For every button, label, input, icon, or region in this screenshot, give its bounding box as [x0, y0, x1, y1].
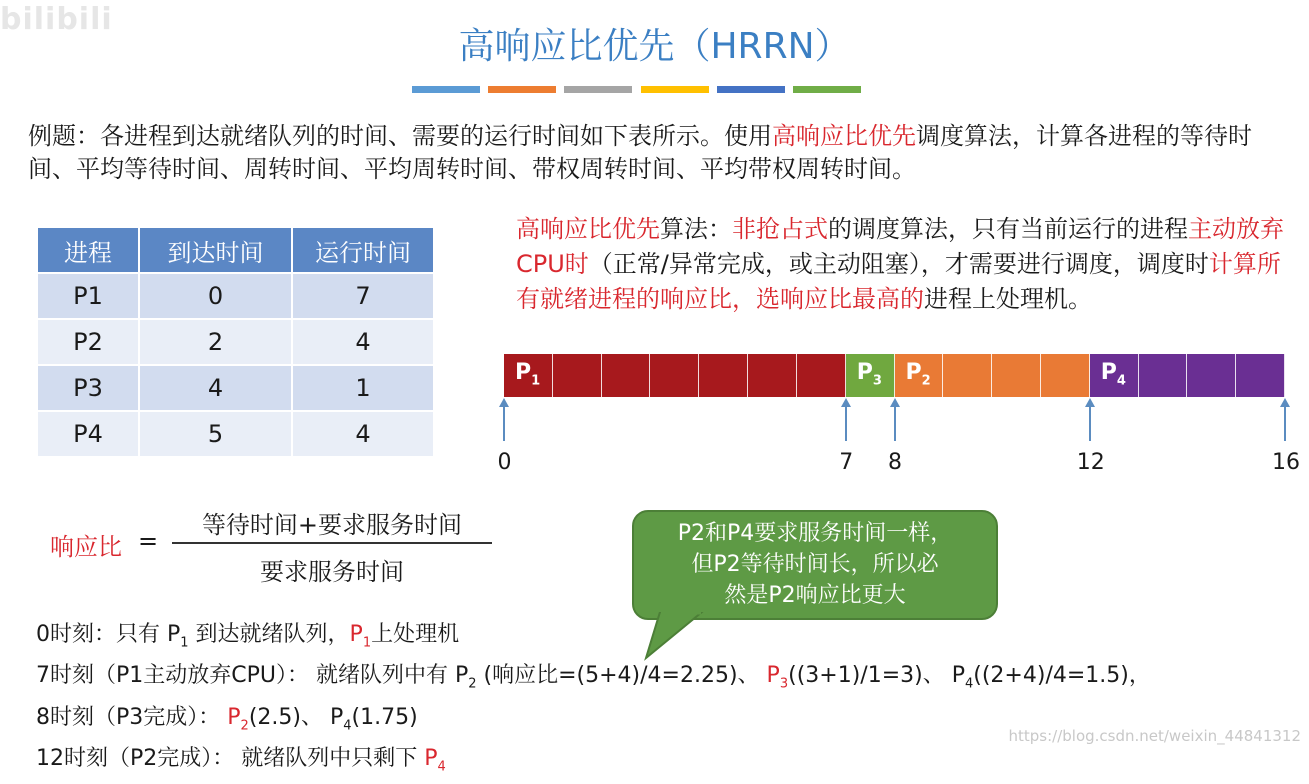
title-bar-segment — [564, 86, 632, 93]
time-arrow — [845, 405, 847, 441]
table-header: 进程 — [38, 228, 140, 272]
step-line — [36, 701, 1151, 742]
table-cell: 7 — [293, 272, 435, 318]
gantt-cell — [992, 354, 1041, 397]
algo-text: ， — [732, 285, 756, 313]
table-cell: P2 — [38, 318, 140, 364]
bilibili-logo: bilibili — [0, 2, 113, 37]
gantt-chart — [504, 354, 1285, 397]
time-arrowhead — [841, 398, 851, 407]
time-tick-label: 8 — [888, 450, 902, 475]
table-cell: P4 — [38, 410, 140, 456]
step-text: P — [424, 746, 438, 772]
table-cell: P3 — [38, 364, 140, 410]
table-cell: 5 — [140, 410, 293, 456]
title-bar-segment — [412, 86, 480, 93]
step-text: (2.5) — [248, 704, 301, 730]
title-bar-segment — [717, 86, 785, 93]
title-bar-segment — [641, 86, 709, 93]
formula-denominator: 要求服务时间 — [260, 558, 404, 586]
time-arrowhead — [1280, 398, 1290, 407]
time-arrowhead — [499, 398, 509, 407]
gantt-cell — [1041, 354, 1090, 397]
title-bar-segment — [793, 86, 861, 93]
step-text: ((3+1)/1=3)、 P — [788, 663, 965, 689]
formula-numerator: 等待时间+要求服务时间 — [201, 511, 463, 539]
algorithm-description — [516, 212, 1286, 317]
time-arrow — [503, 405, 505, 441]
title-bar-segment — [488, 86, 556, 93]
time-tick-label: 7 — [839, 450, 854, 475]
step-sub: 4 — [437, 759, 446, 775]
gantt-cell — [1236, 354, 1285, 397]
callout-line: 然是P2响应比更大 — [724, 583, 906, 608]
gantt-cell — [602, 354, 651, 397]
time-tick-label: 12 — [1076, 450, 1105, 475]
callout-line: P2和P4要求服务时间一样， — [677, 521, 953, 546]
gantt-cell — [748, 354, 797, 397]
intro-text: 调度算法，计算各进程的等待时间、平均等待时间、周转时间、平均周转时间、带权周转时间、平均带权周转时间。 — [28, 122, 1252, 183]
watermark: https://blog.csdn.net/weixin_44841312 — [1008, 727, 1301, 745]
step-text: ((2+4)/4=1.5)， — [973, 663, 1151, 689]
time-arrow — [1089, 405, 1091, 441]
table-cell: 1 — [293, 364, 435, 410]
step-text: P — [227, 704, 241, 730]
title-underline — [412, 86, 862, 93]
algo-text: 高响应比优先 — [516, 215, 660, 243]
step-sub: 2 — [468, 676, 477, 692]
algo-text: 非抢占式 — [732, 215, 828, 243]
problem-statement — [28, 120, 1288, 186]
formula-equals: = — [138, 527, 159, 555]
time-arrow — [894, 405, 896, 441]
gantt-label-p1: $P_1$ — [515, 360, 541, 389]
gantt-cell — [650, 354, 699, 397]
time-tick-label: 0 — [497, 450, 512, 475]
step-text: 0时刻：只有 P — [36, 622, 181, 647]
algo-text: 的调度算法，只有当前运行的进程 — [828, 215, 1188, 243]
step-line — [36, 659, 1151, 700]
gantt-cell — [553, 354, 602, 397]
gantt-cell — [1187, 354, 1236, 397]
table-header: 到达时间 — [140, 228, 293, 272]
gantt-cell — [699, 354, 748, 397]
step-sub: 1 — [180, 635, 189, 651]
table-header-row — [38, 228, 435, 272]
time-tick-label: 16 — [1272, 450, 1300, 475]
gantt-label-p4: $P_4$ — [1100, 360, 1126, 389]
step-sub: 2 — [240, 718, 249, 734]
table-cell: 4 — [293, 410, 435, 456]
algo-text: 算法： — [660, 215, 732, 243]
table-cell: 4 — [140, 364, 293, 410]
intro-highlight: 高响应比优先 — [772, 122, 916, 150]
table-cell: P1 — [38, 272, 140, 318]
gantt-label-p2: $P_2$ — [905, 360, 931, 389]
algo-text: 选响应比最高的 — [756, 285, 924, 313]
table-row — [38, 318, 435, 364]
step-text: P — [349, 622, 363, 647]
algo-text: 计算所有就绪进程的响应比 — [516, 250, 1281, 313]
formula-fraction-line — [172, 542, 492, 544]
step-sub: 4 — [964, 676, 974, 692]
scheduling-steps — [36, 618, 1151, 784]
table-row — [38, 410, 435, 456]
table-cell: 2 — [140, 318, 293, 364]
page-title: 高响应比优先（HRRN） — [458, 26, 851, 67]
step-text: 到达就绪队列， — [188, 622, 350, 647]
step-sub: 3 — [779, 676, 789, 692]
callout-line: 但P2等待时间长，所以必 — [691, 552, 939, 577]
intro-text: 例题：各进程到达就绪队列的时间、需要的运行时间如下表所示。使用 — [28, 122, 772, 150]
time-arrowhead — [1085, 398, 1095, 407]
algo-text: （正常/异常完成，或主动阻塞），才需要进行调度，调度时 — [588, 250, 1209, 278]
gantt-cell — [1139, 354, 1188, 397]
step-text: (响应比=(5+4)/4=2.25)、 — [476, 663, 767, 689]
step-text: 7时刻（P1主动放弃CPU）： 就绪队列中有 P — [36, 663, 469, 689]
step-text: 、 P — [300, 704, 344, 730]
table-row — [38, 272, 435, 318]
table-cell: 4 — [293, 318, 435, 364]
table-cell: 0 — [140, 272, 293, 318]
step-line — [36, 618, 1151, 659]
step-sub: 4 — [343, 718, 352, 734]
step-text: (1.75) — [351, 704, 418, 730]
formula-label: 响应比 — [50, 533, 122, 561]
step-text: 12时刻（P2完成）： 就绪队列中只剩下 — [36, 746, 425, 772]
step-text: 8时刻（P3完成）： — [36, 704, 228, 730]
time-arrow — [1284, 405, 1286, 441]
algo-text: 主动放弃CPU时 — [516, 215, 1284, 278]
gantt-cell — [797, 354, 846, 397]
table-header: 运行时间 — [293, 228, 435, 272]
gantt-label-p3: $P_3$ — [856, 360, 882, 389]
step-sub: 1 — [362, 635, 372, 651]
time-arrowhead — [890, 398, 900, 407]
gantt-cell — [943, 354, 992, 397]
process-table — [38, 228, 435, 456]
step-text: P — [766, 663, 780, 689]
callout-bubble — [632, 510, 998, 620]
step-text: 上处理机 — [371, 622, 460, 647]
algo-text: 进程上处理机。 — [924, 285, 1092, 313]
step-line — [36, 742, 1151, 783]
table-row — [38, 364, 435, 410]
